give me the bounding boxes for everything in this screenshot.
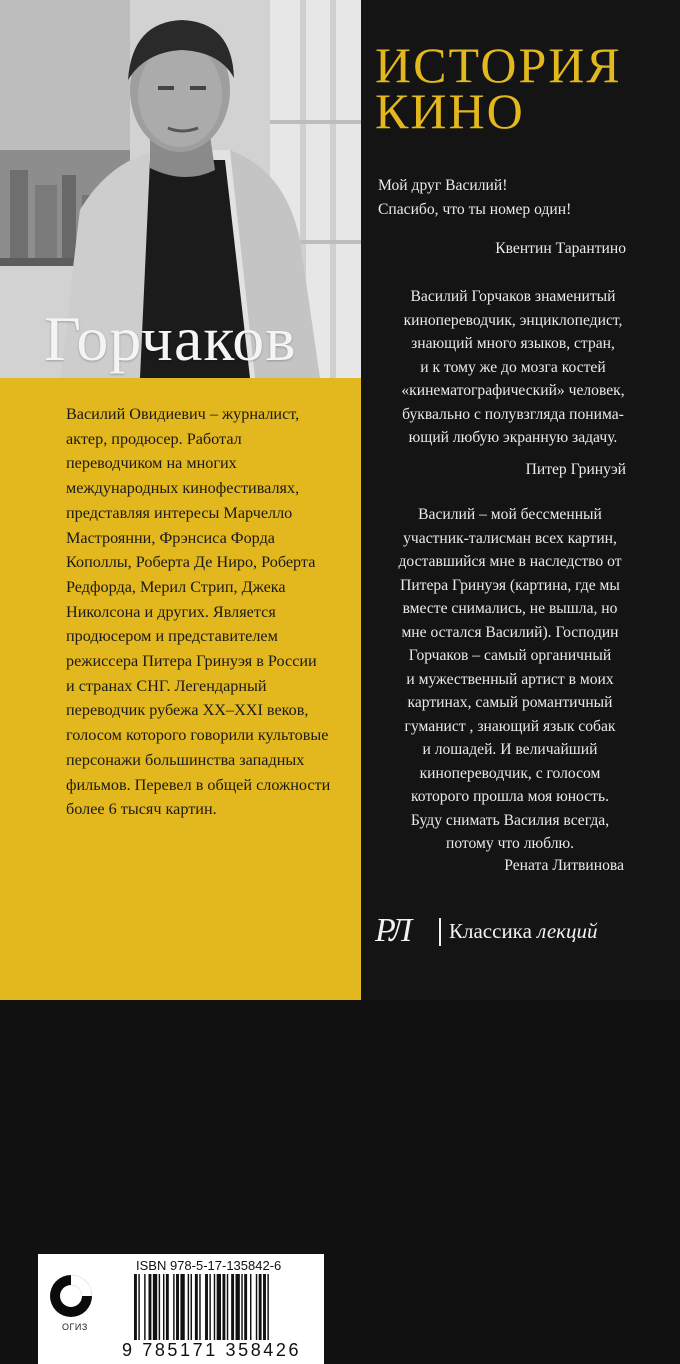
bio-line: режиссера Питера Гринуэя в России (66, 652, 317, 671)
bio-line: фильмов. Перевел в общей сложности (66, 775, 331, 794)
series-name (449, 919, 597, 944)
quote-2-line: и к тому же до мозга костей (420, 358, 606, 376)
quote-1-line: Мой друг Василий! (378, 177, 508, 194)
quote-3-line: которого прошла моя юность. (411, 788, 609, 805)
quote-3-line: Питера Гринуэя (картина, где мы (400, 576, 620, 594)
barcode-icon (134, 1274, 314, 1340)
bio-line: переводчиком на многих (66, 454, 237, 473)
author-photo (0, 0, 361, 378)
barcode-digits: 9 785171 358426 (122, 1340, 302, 1360)
quote-2-line: ющий любую экранную задачу. (408, 429, 618, 446)
quote-2-line: знающий много языков, стран, (411, 335, 615, 352)
series-name-regular: Классика (449, 919, 532, 943)
quote-2-line: буквально с полувзгляда понима- (402, 405, 624, 423)
quote-1-line: Спасибо, что ты номер один! (378, 200, 572, 218)
quote-3-line: картинах, самый романтичный (407, 694, 613, 711)
bio-line: Редфорда, Мерил Стрип, Джека (66, 577, 286, 596)
bio-line: более 6 тысяч картин. (66, 800, 217, 819)
quote-2-line: «кинематографический» человек, (401, 382, 625, 399)
bio-panel (0, 378, 361, 1360)
bio-line: голосом которого говорили культовые (66, 726, 329, 745)
book-title-line-1: ИСТОРИЯ (375, 37, 622, 93)
quote-3-line: участник-талисман всех картин, (403, 529, 617, 547)
bio-line: Василий Овидиевич – журналист, (66, 405, 300, 423)
quote-2-line: Василий Горчаков знаменитый (410, 288, 616, 305)
bio-line: актер, продюсер. Работал (66, 429, 242, 448)
publisher-logo-label: ОГИЗ (62, 1322, 88, 1332)
bio-line: Кополлы, Роберта Де Ниро, Роберта (66, 553, 316, 572)
quote-3-line: потому что люблю. (445, 835, 575, 852)
bio-line: продюсером и представителем (66, 627, 278, 646)
quote-3-line: и лошадей. И величайший (422, 741, 598, 758)
bio-line: и странах СНГ. Легендарный (66, 676, 267, 695)
bio-line: международных кинофестивалях, (66, 479, 300, 498)
series-brand (375, 912, 675, 952)
quote-3-line: гуманист , знающий язык собак (404, 717, 616, 735)
quote-3-author: Рената Литвинова (504, 857, 624, 874)
series-name-italic: лекций (537, 919, 598, 943)
quote-2-line: кинопереводчик, энциклопедист, (403, 311, 623, 329)
quote-3-line: мне остался Василий). Господин (401, 623, 619, 641)
bio-line: Николсона и других. Является (66, 602, 276, 621)
author-bio (66, 402, 341, 822)
isbn-text: ISBN 978-5-17-135842-6 (136, 1258, 282, 1273)
quote-2-author: Питер Гринуэй (525, 461, 626, 478)
quote-1-text (378, 174, 668, 221)
book-title-line-2: КИНО (375, 83, 525, 139)
bio-line: переводчик рубежа XX–XXI веков, (66, 701, 309, 720)
series-divider (439, 918, 441, 946)
book-title (375, 37, 675, 139)
quote-3-line: Василий – мой бессменный (418, 506, 602, 523)
quote-2-text (378, 285, 648, 450)
publisher-logo-icon (48, 1272, 94, 1320)
series-logo-mark: РЛ (375, 912, 409, 949)
bio-line: персонажи большинства западных (66, 750, 305, 769)
bio-line: представляя интересы Марчелло (66, 503, 293, 522)
quote-3-line: Горчаков – самый органичный (408, 647, 612, 664)
quote-3-line: доставшийся мне в наследство от (398, 553, 622, 570)
right-column (361, 0, 680, 1000)
quote-3-line: Буду снимать Василия всегда, (410, 811, 610, 829)
quote-3-line: кинопереводчик, с голосом (419, 764, 601, 782)
author-name: Горчаков (44, 303, 297, 374)
bio-line: Мастроянни, Фрэнсиса Форда (66, 528, 275, 547)
quote-3-text (371, 503, 649, 856)
quote-3-line: вместе снимались, не вышла, но (402, 600, 618, 617)
quote-1-author: Квентин Тарантино (495, 240, 626, 257)
quote-3-line: и мужественный артист в моих (406, 670, 614, 688)
barcode-panel (38, 1254, 324, 1364)
